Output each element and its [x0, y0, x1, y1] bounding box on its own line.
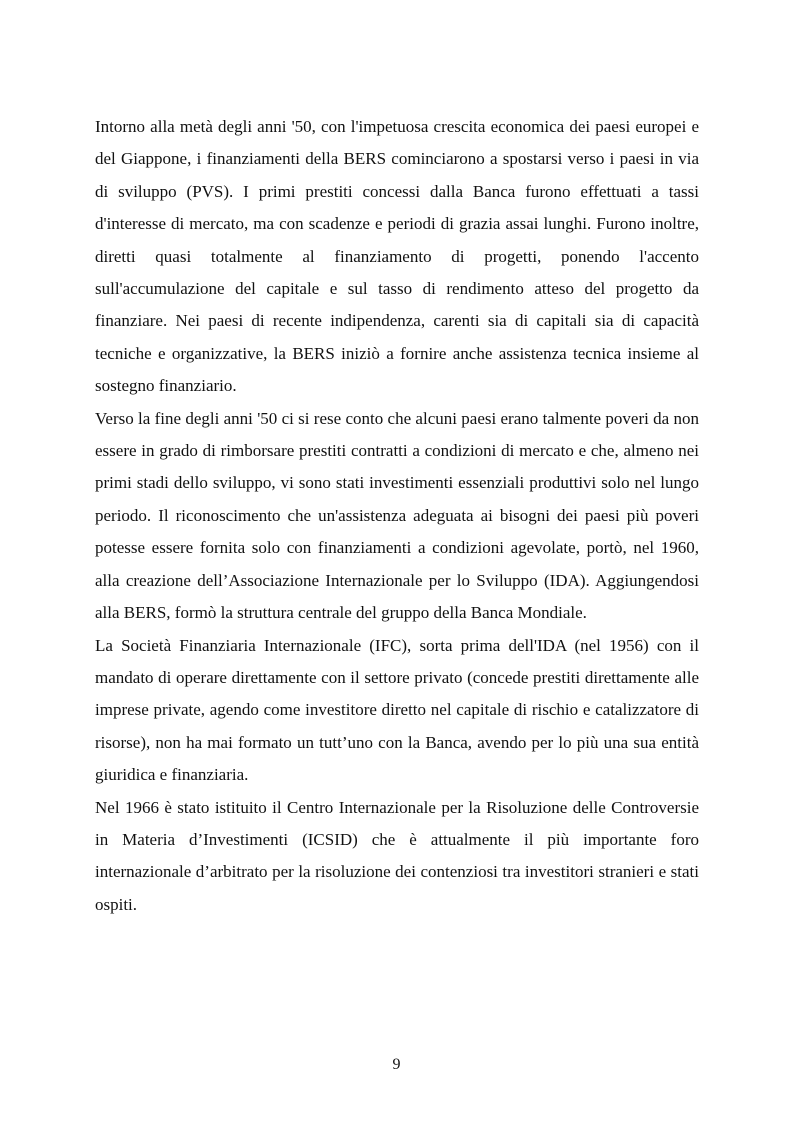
paragraph-ida: Verso la fine degli anni '50 ci si rese conto che alcuni paesi erano talmente poveri da non essere in grado di rimborsare prestiti contratti a condizioni di mercato e che, almeno nei primi stadi dello sviluppo, vi sono stati investimenti essenziali produttivi solo nel lungo periodo. Il riconoscimento che un'assistenza adeguata ai bisogni dei paesi più poveri potesse essere fornita solo con finanziamenti a condizioni agevolate, portò, nel 1960, alla creazione dell’Associazione Internazionale per lo Sviluppo (IDA). Aggiungendosi alla BERS, formò la struttura centrale del gruppo della Banca Mondiale.	[95, 408, 699, 623]
paragraph-icsid: Nel 1966 è stato istituito il Centro Internazionale per la Risoluzione delle Controversie in Materia d’Investimenti (ICSID) che è attualmente il più importante foro internazionale d’arbitrato per la risoluzione dei contenziosi tra investitori stranieri e stati ospiti.	[95, 797, 699, 914]
page-number: 9	[392, 1056, 401, 1073]
paragraph-bers-pvs: Intorno alla metà degli anni '50, con l'impetuosa crescita economica dei paesi europei e del Giappone, i finanziamenti della BERS cominciarono a spostarsi verso i paesi in via di sviluppo (PVS). I primi prestiti concessi dalla Banca furono effettuati a tassi d'interesse di mercato, ma con scadenze e periodi di grazia assai lunghi. Furono inoltre, diretti quasi totalmente al finanziamento di progetti, ponendo l'accento sull'accumulazione del capitale e sul tasso di rendimento atteso del progetto da finanziare. Nei paesi di recente indipendenza, carenti sia di capitali sia di capacità tecniche e organizzative, la BERS iniziò a fornire anche assistenza tecnica insieme al sostegno finanziario.	[95, 117, 699, 396]
body-text	[95, 111, 699, 921]
paragraph-ifc: La Società Finanziaria Internazionale (IFC), sorta prima dell'IDA (nel 1956) con il mandato di operare direttamente con il settore privato (concede prestiti direttamente alle imprese private, agendo come investitore diretto nel capitale di rischio e catalizzatore di risorse), non ha mai formato un tutt’uno con la Banca, avendo per lo più una sua entità giuridica e finanziaria.	[95, 635, 699, 785]
